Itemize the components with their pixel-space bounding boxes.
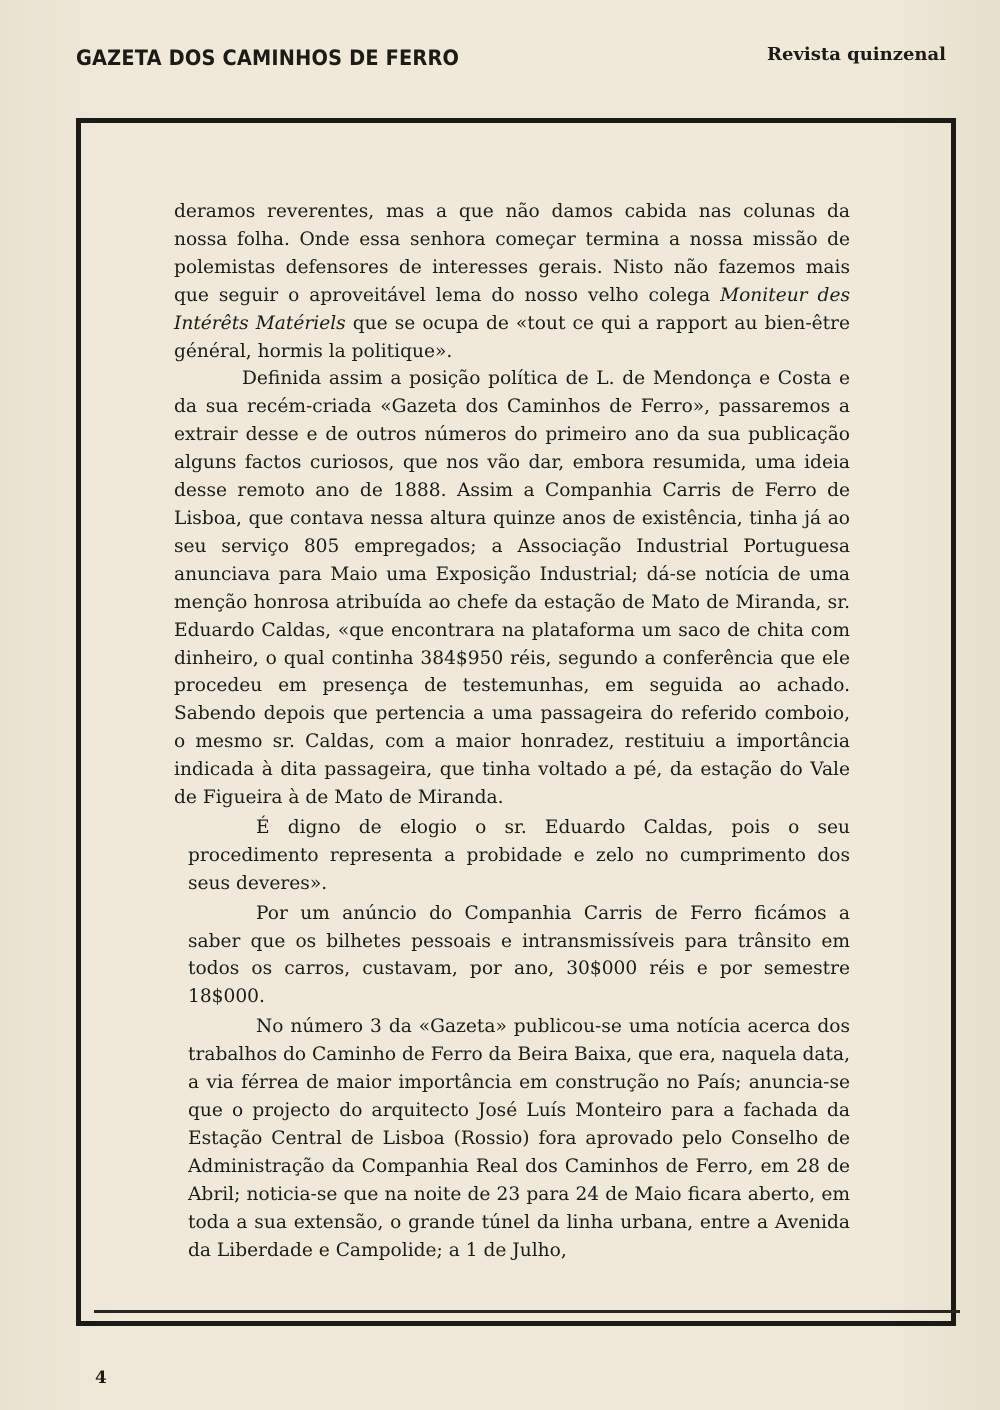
paragraph-2: Definida assim a posição política de L. de Mendonça e Costa e da sua recém-criada «Gazeta dos Caminhos de Ferro», passaremos a extrair desse e de outros números do primeiro ano da sua publicação alguns factos curiosos, que nos vão dar, embora resumida, uma ideia desse remoto ano de 1888. Assim a Companhia Carris de Ferro de Lisboa, que contava nessa altura quinze anos de existência, tinha já ao seu serviço 805 empregados; a Associação Industrial Portuguesa anunciava para Maio uma Exposição Industrial; dá-se notícia de uma menção honrosa atribuída ao chefe da estação de Mato de Miranda, sr. Eduardo Caldas, «que encontrara na plataforma um saco de chita com dinheiro, o qual continha 384$950 réis, segundo a conferência que ele procedeu em presença de testemunhas, em seguida ao achado. Sabendo depois que pertencia a uma passageira do referido comboio, o mesmo sr. Caldas, com a maior honradez, restituiu a importância indicada à dita passageira, que tinha voltado a pé, da estação do Vale de Figueira à de Mato de Miranda. [174, 368, 850, 809]
page-number: 4 [95, 1368, 107, 1388]
paragraph-1-end: que se ocupa de «tout ce qui a rapport au bien-être général, hormis la politique». [174, 312, 851, 362]
paragraph-5: No número 3 da «Gazeta» publicou-se uma notícia acerca dos trabalhos do Caminho de Ferro da Beira Baixa, que era, naquela data, a via férrea de maior importância em construção no País; anuncia-se que o projecto do arquitecto José Luís Monteiro para a fachada da Estação Central de Lisboa (Rossio) fora aprovado pelo Conselho de Administração da Companhia Real dos Caminhos de Ferro, em 28 de Abril; noticia-se que na noite de 23 para 24 de Maio ficara aberto, em toda a sua extensão, o grande túnel da linha urbana, entre a Avenida da Liberdade e Campolide; a 1 de Julho, [188, 1016, 850, 1261]
journal-subtitle: Revista quinzenal [767, 44, 946, 65]
paragraph-1-italic-title: Moniteur des Intérêts Matériels [174, 284, 850, 334]
paragraph-1 [174, 198, 850, 365]
paragraph-3: É digno de elogio o sr. Eduardo Caldas, pois o seu procedimento representa a probidade e zelo no cumprimento dos seus deveres». [188, 816, 850, 894]
paragraph-1-start: deramos reverentes, mas a que não damos cabida nas colunas da nossa folha. Onde essa senhora começar termina a nossa missão de polemistas defensores de interesses gerais. Nisto não fazemos mais que seguir o aproveitável lema do nosso velho colega [174, 201, 850, 306]
article-body [174, 198, 850, 1264]
frame-shadow-line [94, 1310, 960, 1313]
journal-title: GAZETA DOS CAMINHOS DE FERRO [76, 46, 460, 70]
paragraph-4: Por um anúncio do Companhia Carris de Ferro ficámos a saber que os bilhetes pessoais e intransmissíveis para trânsito em todos os carros, custavam, por ano, 30$000 réis e por semestre 18$000. [188, 902, 850, 1008]
